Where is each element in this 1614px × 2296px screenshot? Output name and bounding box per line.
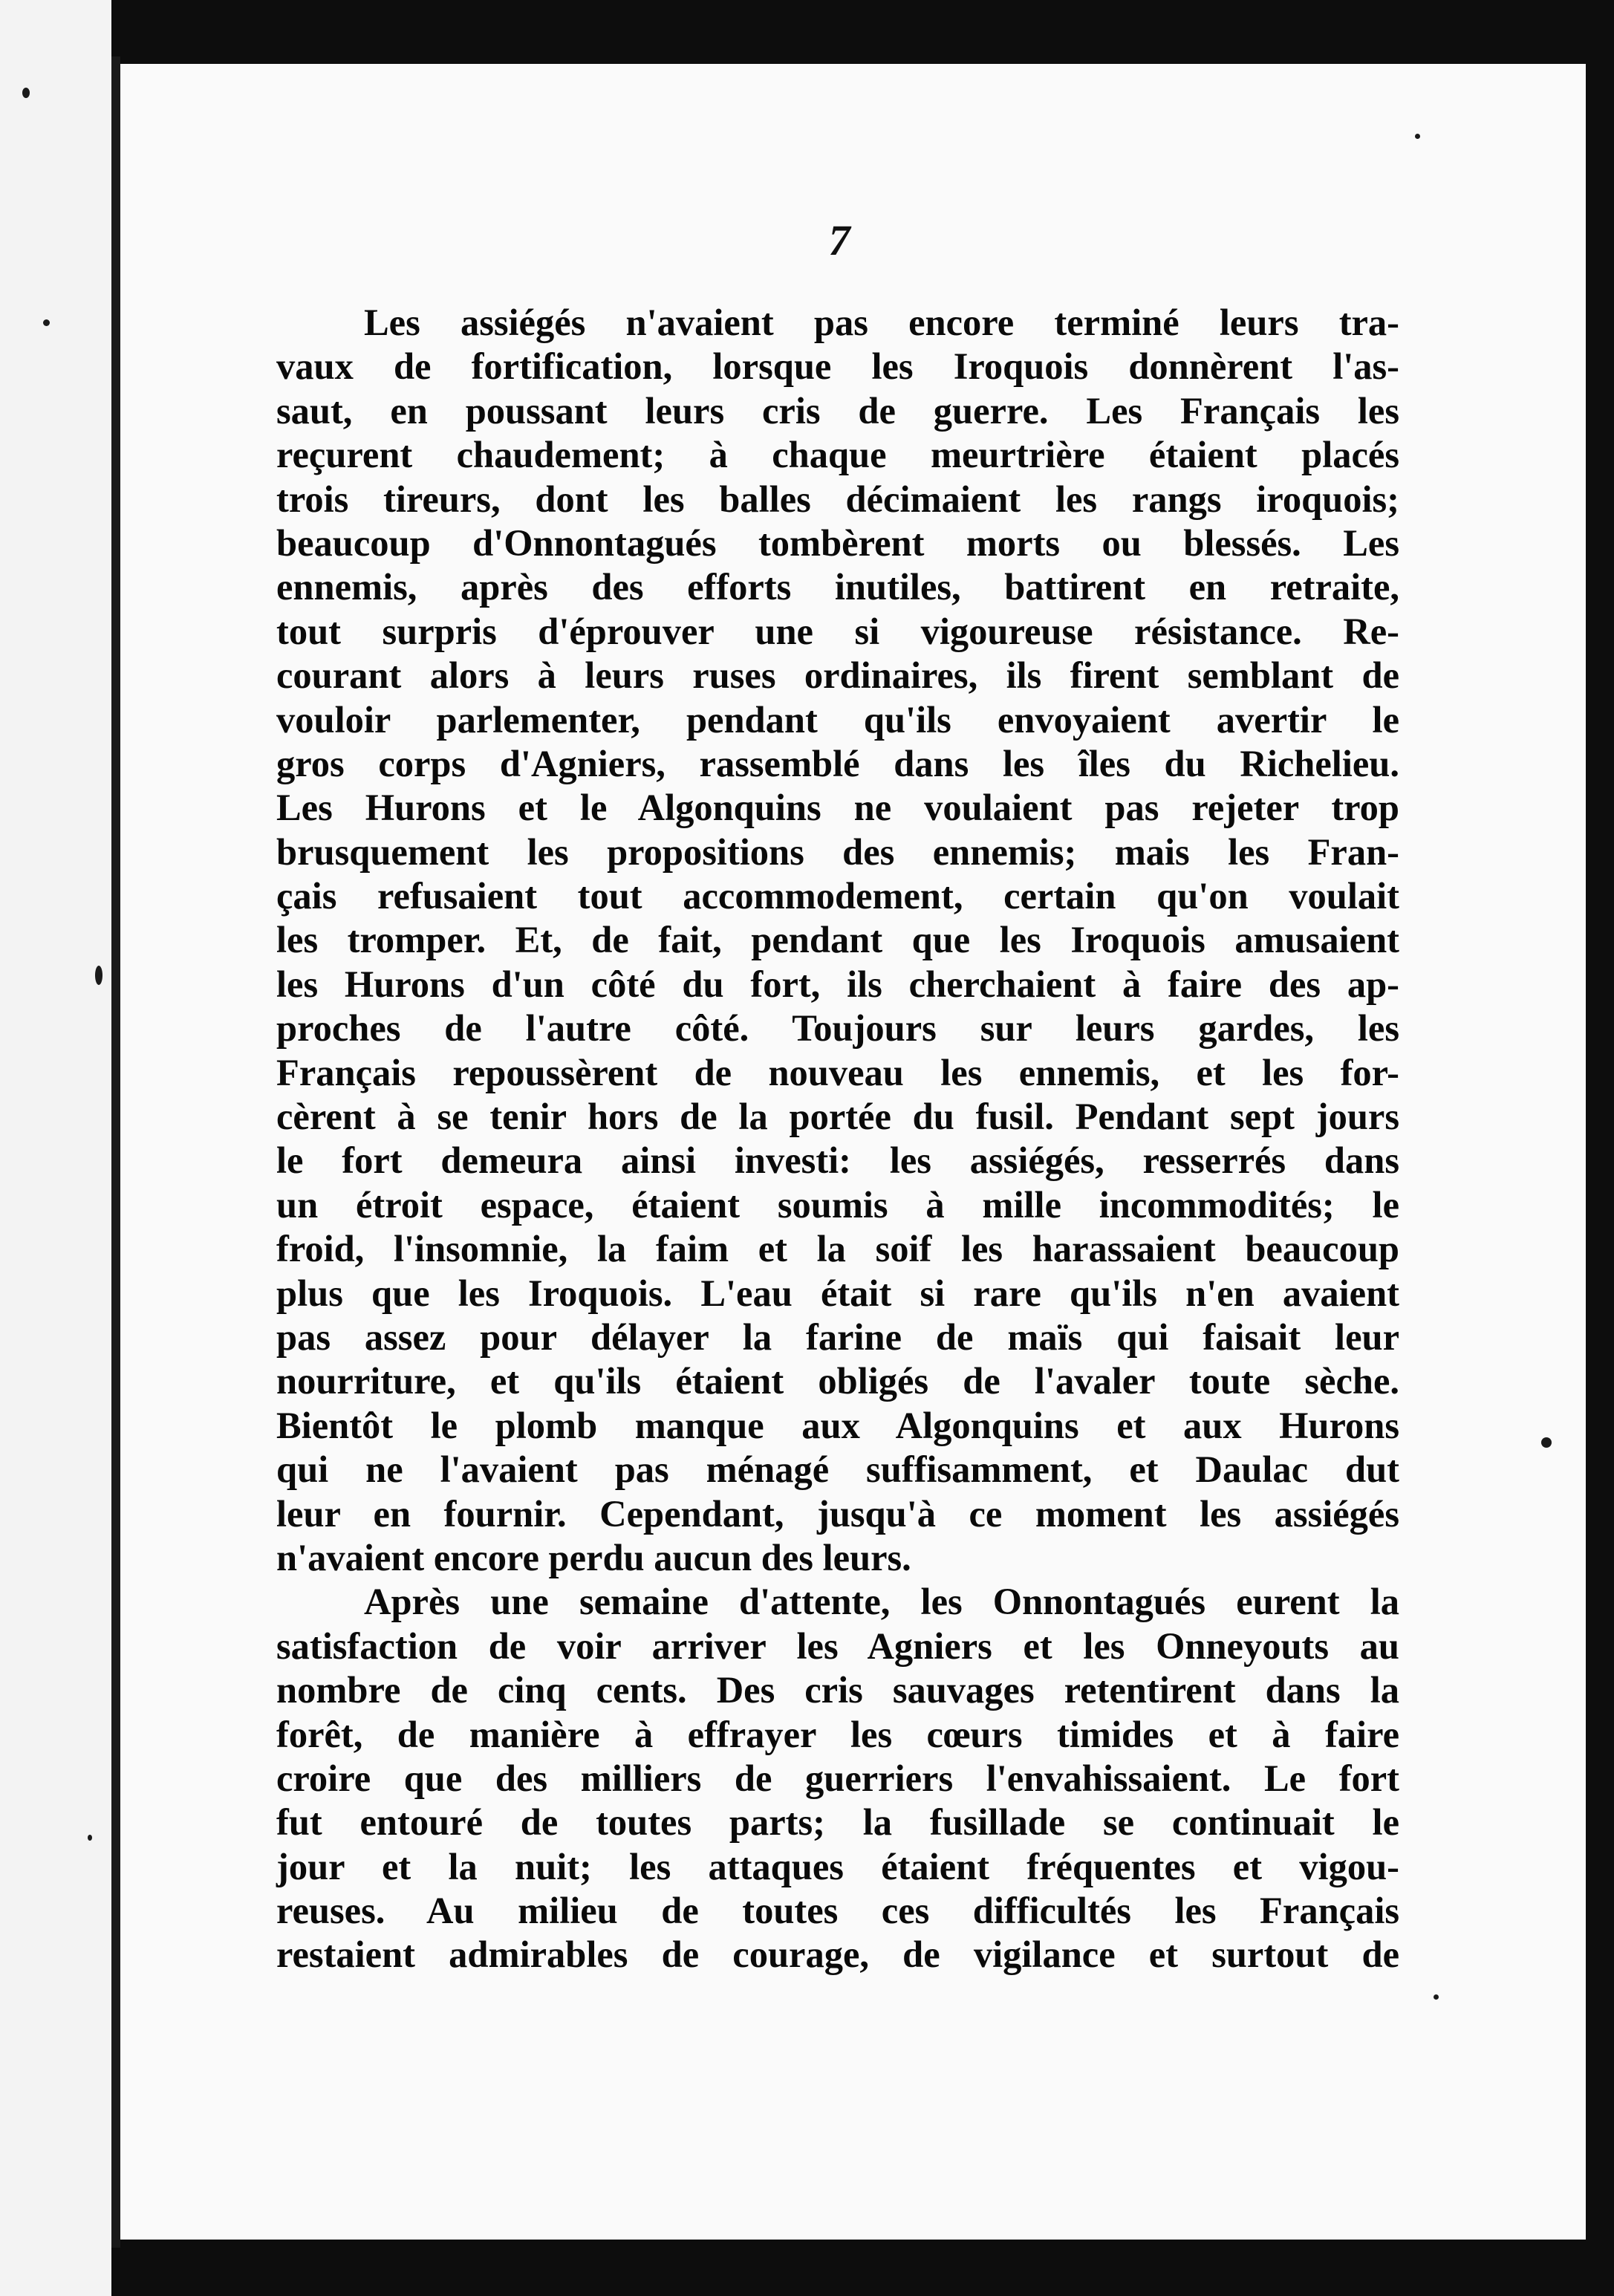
text-line: Après une semaine d'attente, les Onnontagués eurent la <box>364 1581 1399 1623</box>
text-line: Bientôt le plomb manque aux Algonquins et aux Hurons <box>276 1404 1399 1446</box>
text-line: restaient admirables de courage, de vigilance et surtout de <box>276 1934 1399 1976</box>
paragraph <box>276 1580 1399 1977</box>
text-line: nourriture, et qu'ils étaient obligés de l'avaler toute sèche. <box>276 1360 1399 1402</box>
paragraph <box>276 301 1399 1580</box>
text-line: reuses. Au milieu de toutes ces difficultés les Français <box>276 1890 1399 1932</box>
text-line: cèrent à se tenir hors de la portée du fusil. Pendant sept jours <box>276 1096 1399 1138</box>
text-line: ennemis, après des efforts inutiles, battirent en retraite, <box>276 566 1399 608</box>
page-number: 7 <box>828 216 850 264</box>
text-line: trois tireurs, dont les balles décimaient les rangs iroquois; <box>276 478 1399 520</box>
text-line: leur en fournir. Cependant, jusqu'à ce moment les assiégés <box>276 1492 1399 1535</box>
text-line: plus que les Iroquois. L'eau était si rare qu'ils n'en avaient <box>276 1272 1399 1314</box>
text-line: Les assiégés n'avaient pas encore terminé leurs tra- <box>364 302 1399 343</box>
text-line: qui ne l'avaient pas ménagé suffisamment, et Daulac dut <box>276 1448 1399 1491</box>
text-line: froid, l'insomnie, la faim et la soif les harassaient beaucoup <box>276 1228 1399 1270</box>
text-line: les tromper. Et, de fait, pendant que les Iroquois amusaient <box>276 919 1399 961</box>
text-line: gros corps d'Agniers, rassemblé dans les îles du Richelieu. <box>276 742 1399 784</box>
text-line: croire que des milliers de guerriers l'envahissaient. Le fort <box>276 1757 1399 1799</box>
text-line: forêt, de manière à effrayer les cœurs timides et à faire <box>276 1713 1399 1755</box>
text-line: tout surpris d'éprouver une si vigoureuse résistance. Re- <box>276 610 1399 652</box>
body-text <box>276 301 1399 1977</box>
text-line: satisfaction de voir arriver les Agniers et les Onneyouts au <box>276 1625 1399 1667</box>
text-line: pas assez pour délayer la farine de maïs qui faisait leur <box>276 1316 1399 1358</box>
text-line: courant alors à leurs ruses ordinaires, ils firent semblant de <box>276 654 1399 697</box>
text-line: vaux de fortification, lorsque les Iroquois donnèrent l'as- <box>276 345 1399 388</box>
text-line: brusquement les propositions des ennemis; mais les Fran- <box>276 830 1399 873</box>
text-line: reçurent chaudement; à chaque meurtrière étaient placés <box>276 434 1399 476</box>
text-line: vouloir parlementer, pendant qu'ils envoyaient avertir le <box>276 698 1399 741</box>
scan-frame-left <box>111 56 120 2248</box>
scan-background-left <box>0 0 111 2296</box>
text-line: les Hurons d'un côté du fort, ils cherchaient à faire des ap- <box>276 963 1399 1005</box>
text-line: proches de l'autre côté. Toujours sur leurs gardes, les <box>276 1007 1399 1050</box>
scan-frame-bottom <box>111 2240 1614 2296</box>
text-line: Les Hurons et le Algonquins ne voulaient pas rejeter trop <box>276 787 1399 829</box>
text-line: Français repoussèrent de nouveau les ennemis, et les for- <box>276 1051 1399 1093</box>
text-line: le fort demeura ainsi investi: les assiégés, resserrés dans <box>276 1139 1399 1182</box>
scan-frame-right <box>1586 0 1614 2296</box>
text-line: jour et la nuit; les attaques étaient fréquentes et vigou- <box>276 1845 1399 1887</box>
text-line: nombre de cinq cents. Des cris sauvages retentirent dans la <box>276 1669 1399 1711</box>
text-line: beaucoup d'Onnontagués tombèrent morts ou blessés. Les <box>276 521 1399 564</box>
text-line: çais refusaient tout accommodement, certain qu'on voulait <box>276 875 1399 917</box>
text-line: saut, en poussant leurs cris de guerre. Les Français les <box>276 389 1399 432</box>
scan-frame-top <box>111 0 1614 64</box>
text-line: un étroit espace, étaient soumis à mille incommodités; le <box>276 1183 1399 1226</box>
text-line: n'avaient encore perdu aucun des leurs. <box>276 1536 911 1578</box>
text-line: fut entouré de toutes parts; la fusillade se continuait le <box>276 1801 1399 1844</box>
